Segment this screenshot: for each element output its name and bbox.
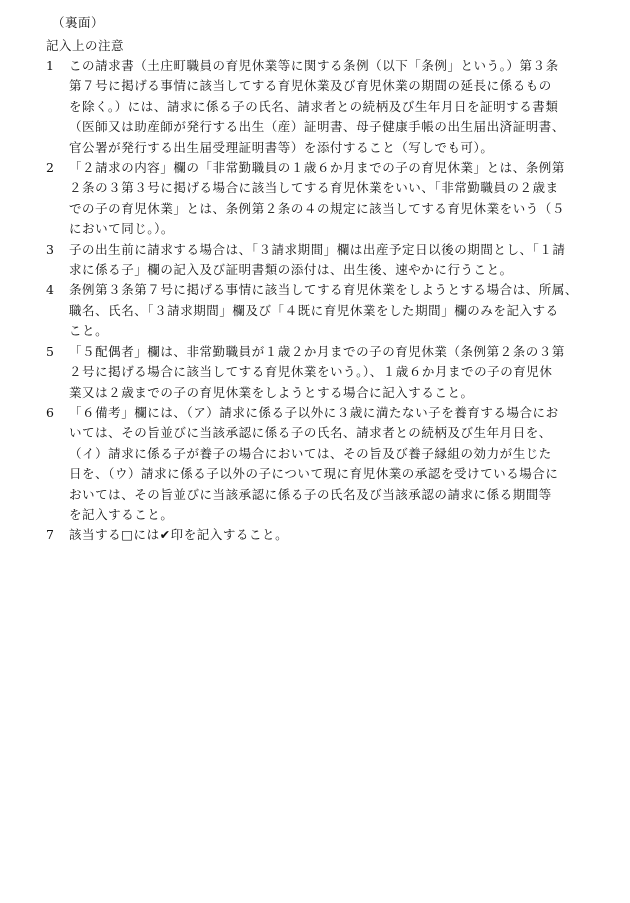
note-number: 7: [46, 527, 54, 543]
note-number: 6: [46, 404, 54, 420]
side-label: （裏面）: [52, 15, 105, 30]
note-line: 子の出生前に請求する場合は、「３請求期間」欄は出産予定日以後の期間とし、「１請: [69, 241, 566, 257]
note-line: 「５配偶者」欄は、非常勤職員が１歳２か月までの子の育児休業（条例第２条の３第: [69, 343, 565, 359]
note-number: 3: [46, 241, 54, 257]
note-item: [46, 525, 606, 545]
note-line: 「６備考」欄には、（ア）請求に係る子以外に３歳に満たない子を養育する場合にお: [69, 404, 559, 420]
note-item: [46, 342, 606, 403]
note-line: 日を、（ウ）請求に係る子以外の子について現に育児休業の承認を受けている場合に: [69, 466, 559, 482]
note-number: 5: [46, 343, 54, 359]
note-item: [46, 158, 606, 240]
note-line: ２条の３第３号に掲げる場合に該当してする育児休業をいい、「非常勤職員の２歳ま: [69, 180, 559, 196]
note-number: 4: [46, 282, 54, 298]
note-line: での子の育児休業」とは、条例第２条の４の規定に該当してする育児休業をいう（５: [69, 200, 565, 216]
note-line: こと。: [69, 323, 109, 339]
notes-list: [46, 56, 606, 546]
note-line: 職名、氏名、「３請求期間」欄及び「４既に育児休業をした期間」欄のみを記入する: [69, 302, 559, 318]
note-line: 業又は２歳までの子の育児休業をしようとする場合に記入すること。: [69, 384, 474, 400]
note-item: [46, 403, 606, 525]
note-line: （医師又は助産師が発行する出生（産）証明書、母子健康手帳の出生届出済証明書、: [69, 119, 565, 135]
page-title: 記入上の注意: [46, 38, 125, 53]
note-line: 該当する□には✔印を記入すること。: [69, 527, 289, 543]
note-line: この請求書（土庄町職員の育児休業等に関する条例（以下「条例」という。）第３条: [69, 58, 559, 73]
note-line: いては、その旨並びに当該承認に係る子の氏名、請求者との続柄及び生年月日を、: [69, 425, 552, 441]
note-number: 2: [46, 160, 54, 176]
note-item: [46, 56, 606, 158]
note-line: において同じ。）。: [69, 221, 174, 237]
note-line: 「２請求の内容」欄の「非常勤職員の１歳６か月までの子の育児休業」とは、条例第: [69, 160, 565, 176]
note-line: を記入すること。: [69, 506, 174, 522]
note-item: [46, 280, 606, 341]
note-line: ２号に掲げる場合に該当してする育児休業をいう。）、１歳６か月までの子の育児休: [69, 364, 553, 380]
note-number: 1: [46, 58, 54, 73]
note-line: 第７号に掲げる事情に該当してする育児休業及び育児休業の期間の延長に係るもの: [69, 78, 552, 94]
note-line: 求に係る子」欄の記入及び証明書類の添付は、出生後、速やかに行うこと。: [69, 262, 513, 278]
note-item: [46, 240, 606, 281]
note-line: おいては、その旨並びに当該承認に係る子の氏名及び当該承認の請求に係る期間等: [69, 486, 552, 502]
note-line: を除く。）には、請求に係る子の氏名、請求者との続柄及び生年月日を証明する書類: [69, 98, 559, 114]
note-line: 条例第３条第７号に掲げる事情に該当してする育児休業をしようとする場合は、所属、: [69, 282, 578, 298]
note-line: 官公署が発行する出生届受理証明書等）を添付すること（写しでも可）。: [69, 139, 494, 155]
note-line: （イ）請求に係る子が養子の場合においては、その旨及び養子縁組の効力が生じた: [69, 445, 552, 461]
